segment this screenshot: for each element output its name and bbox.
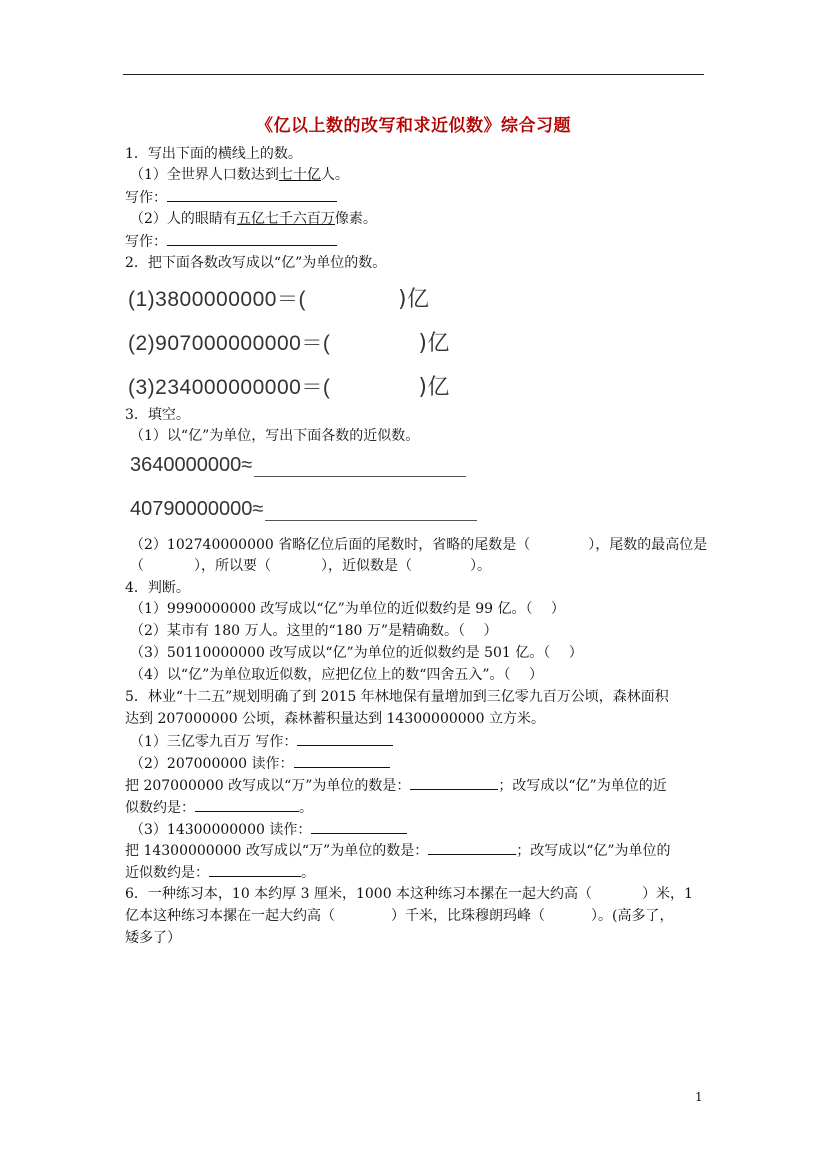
q3-approx-2: 40790000000≈ — [130, 498, 477, 521]
q3-approx-1: 3640000000≈ — [130, 454, 466, 477]
header-rule — [123, 74, 704, 75]
q5-heading-line1: 5．林业“十二五”规划明确了到 2015 年林地保有量增加到三亿零九百万公顷，森林面积 — [125, 689, 669, 705]
answer-blank[interactable] — [311, 819, 407, 834]
q2-heading: 2．把下面各数改写成以“亿”为单位的数。 — [125, 255, 387, 271]
q4-item-3: （3）50110000000 改写成以“亿”为单位的近似数约是 501 亿。（ ） — [130, 645, 583, 661]
q3-part2-line2: （ ），所以要（ ），近似数是（ ）。 — [130, 558, 491, 574]
q4-item-1: （1）9990000000 改写成以“亿”为单位的近似数约是 99 亿。（ ） — [130, 601, 565, 617]
q2-item-1: (1)3800000000＝( )亿 — [128, 287, 430, 312]
q6-line3: 矮多了） — [125, 930, 181, 946]
page-number: 1 — [695, 1090, 703, 1104]
q4-item-2: （2）某市有 180 万人。这里的“180 万”是精确数。（ ） — [130, 623, 498, 639]
answer-blank[interactable] — [294, 753, 390, 768]
answer-blank[interactable] — [209, 862, 301, 877]
q5-part2: （2）207000000 读作： — [130, 753, 390, 774]
q6-line2: 亿本这种练习本摞在一起大约高（ ）千米，比珠穆朗玛峰（ ）。(高多了， — [125, 908, 674, 924]
q5-part3: （3）14300000000 读作： — [130, 819, 407, 840]
q1-part1-underlined: 七十亿 — [278, 167, 321, 183]
q5-heading-line2: 达到 207000000 公顷，森林蓄积量达到 14300000000 立方米。 — [125, 711, 545, 727]
q5-part3-line1: 把 14300000000 改写成以“万”为单位的数是： ；改写成以“亿”为单位的 — [125, 840, 671, 861]
answer-blank[interactable] — [410, 775, 498, 790]
q4-heading: 4．判断。 — [125, 580, 190, 596]
answer-blank[interactable] — [195, 797, 299, 812]
q3-heading: 3．填空。 — [125, 407, 190, 423]
q1-part2-underlined: 五亿七千六百万 — [236, 211, 335, 227]
q5-part1: （1）三亿零九百万 写作： — [130, 731, 393, 752]
q3-part1: （1）以“亿”为单位，写出下面各数的近似数。 — [130, 428, 420, 444]
q2-item-3: (3)234000000000＝( )亿 — [128, 375, 450, 400]
page-title: 《亿以上数的改写和求近似数》综合习题 — [256, 116, 571, 136]
q1-part2-answer: 写作： — [125, 231, 337, 252]
answer-blank[interactable] — [167, 231, 337, 246]
q1-part1: （1）全世界人口数达到七十亿人。 — [130, 167, 349, 183]
q4-item-4: （4）以“亿”为单位取近似数，应把亿位上的数“四舍五入”。（ ） — [130, 667, 543, 683]
q6-line1: 6．一种练习本，10 本约厚 3 厘米，1000 本这种练习本摞在一起大约高（ ）米，1 — [125, 886, 693, 902]
answer-blank[interactable] — [167, 187, 337, 202]
answer-blank[interactable] — [254, 458, 466, 477]
answer-blank[interactable] — [297, 731, 393, 746]
q5-part3-line2: 近似数约是： 。 — [125, 862, 315, 883]
answer-blank[interactable] — [428, 840, 516, 855]
answer-blank[interactable] — [265, 502, 477, 521]
q3-part2-line1: （2）102740000000 省略亿位后面的尾数时，省略的尾数是（ ），尾数的最高位是 — [130, 537, 708, 553]
q1-part2: （2）人的眼睛有五亿七千六百万像素。 — [130, 211, 377, 227]
q2-item-2: (2)907000000000＝( )亿 — [128, 331, 450, 356]
q1-heading: 1．写出下面的横线上的数。 — [125, 146, 302, 162]
q5-part2-line2: 似数约是： 。 — [125, 797, 313, 818]
q1-part1-answer: 写作： — [125, 187, 337, 208]
q5-part2-line1: 把 207000000 改写成以“万”为单位的数是： ；改写成以“亿”为单位的近 — [125, 775, 667, 796]
